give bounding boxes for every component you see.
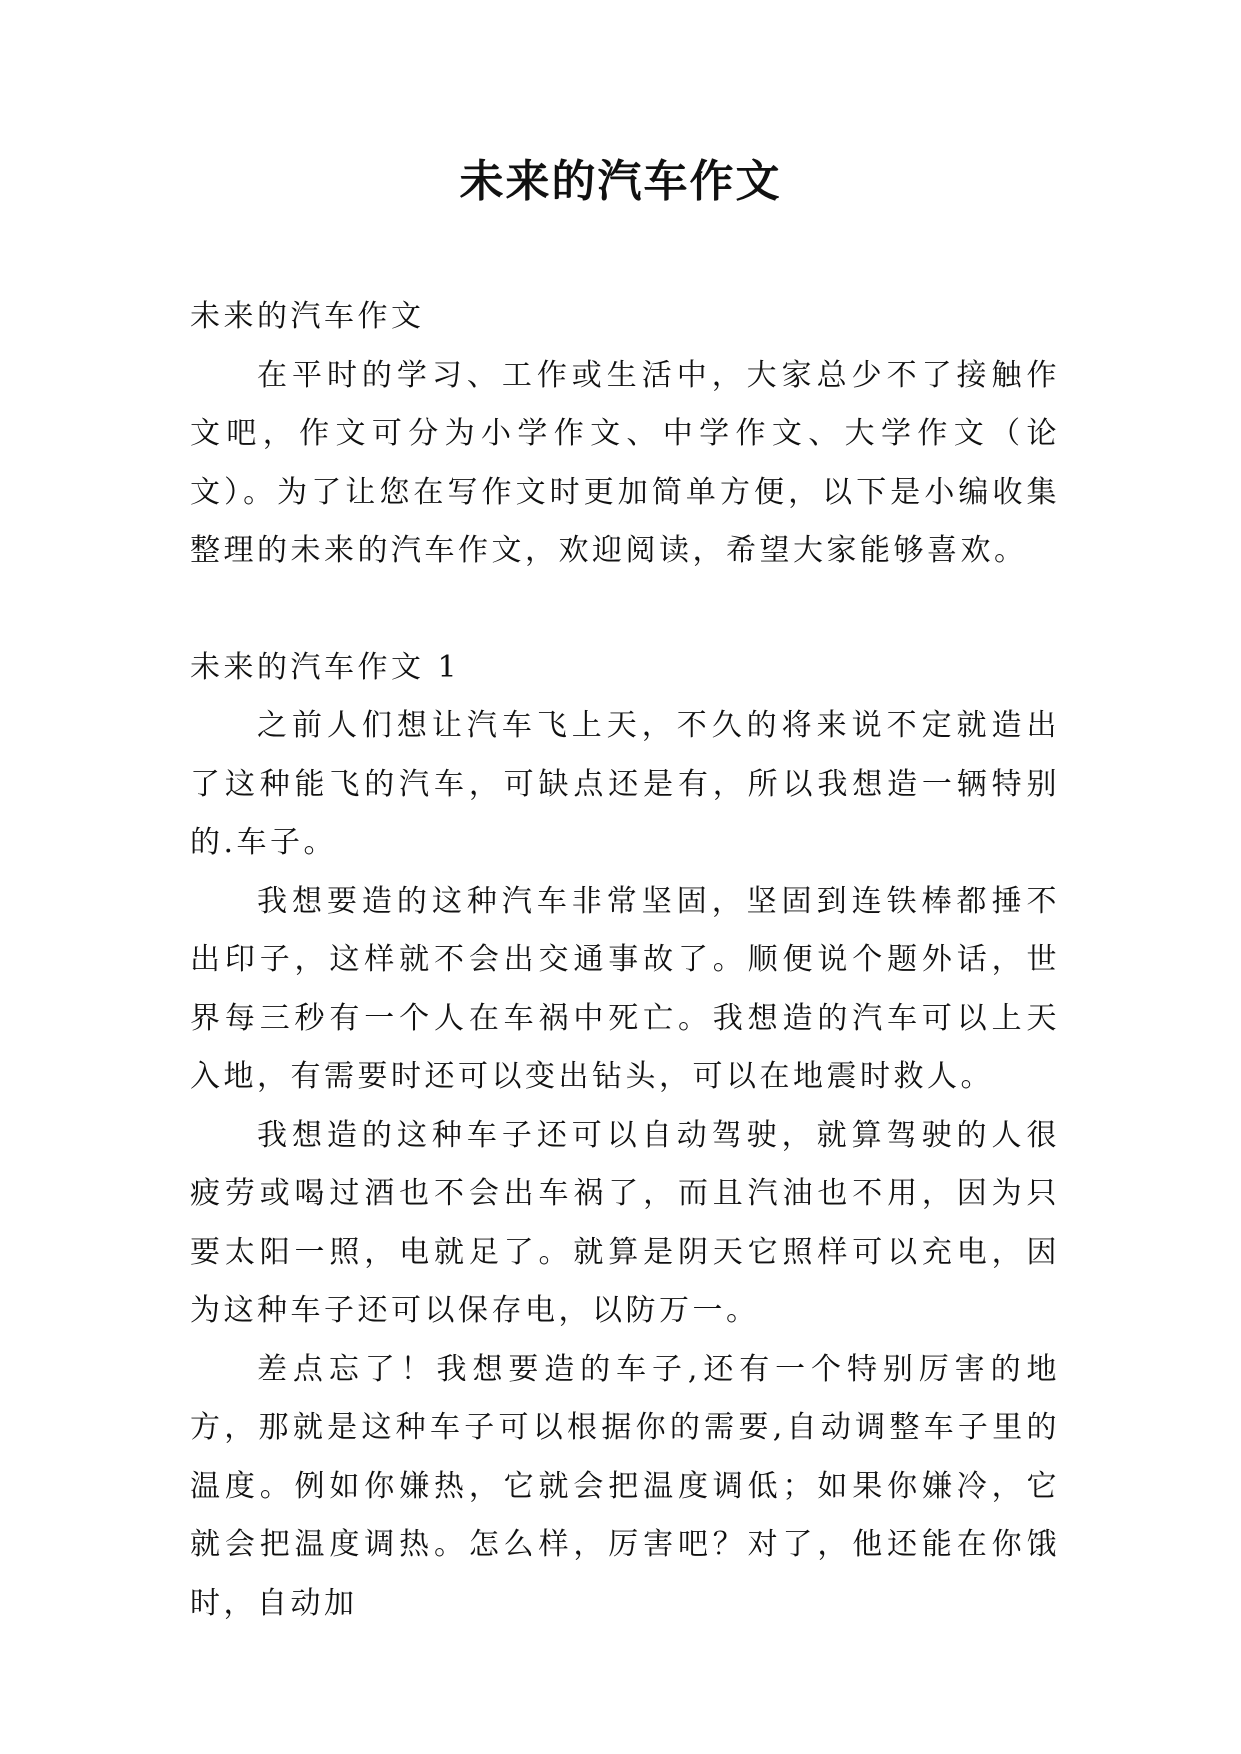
intro-paragraph: 在平时的学习、工作或生活中，大家总少不了接触作文吧，作文可分为小学作文、中学作文、大学作文（论文）。为了让您在写作文时更加简单方便，以下是小编收集整理的未来的汽车作文，欢迎阅读，希望大家能够喜欢。 bbox=[190, 357, 1060, 568]
body-paragraph: 差点忘了！我想要造的车子,还有一个特别厉害的地方，那就是这种车子可以根据你的需要,自动调整车子里的温度。例如你嫌热，它就会把温度调低；如果你嫌冷，它就会把温度调热。怎么样，厉害吧？对了，他还能在你饿时，自动加 bbox=[190, 1351, 1060, 1621]
body-paragraph: 我想要造的这种汽车非常坚固，坚固到连铁棒都捶不出印子，这样就不会出交通事故了。顺便说个题外话，世界每三秒有一个人在车祸中死亡。我想造的汽车可以上天入地，有需要时还可以变出钻头，可以在地震时救人。 bbox=[190, 883, 1060, 1094]
body-paragraph: 之前人们想让汽车飞上天，不久的将来说不定就造出了这种能飞的汽车，可缺点还是有，所以我想造一辆特别的.车子。 bbox=[190, 708, 1060, 860]
intro-heading: 未来的汽车作文 bbox=[190, 299, 425, 334]
document-body bbox=[190, 288, 1060, 1633]
document-title: 未来的汽车作文 bbox=[459, 156, 782, 207]
body-paragraph: 我想造的这种车子还可以自动驾驶，就算驾驶的人很疲劳或喝过酒也不会出车祸了，而且汽油也不用，因为只要太阳一照，电就足了。就算是阴天它照样可以充电，因为这种车子还可以保存电，以防万一。 bbox=[190, 1117, 1060, 1328]
section-heading: 未来的汽车作文 1 bbox=[190, 649, 461, 685]
section-spacer bbox=[190, 581, 1060, 639]
